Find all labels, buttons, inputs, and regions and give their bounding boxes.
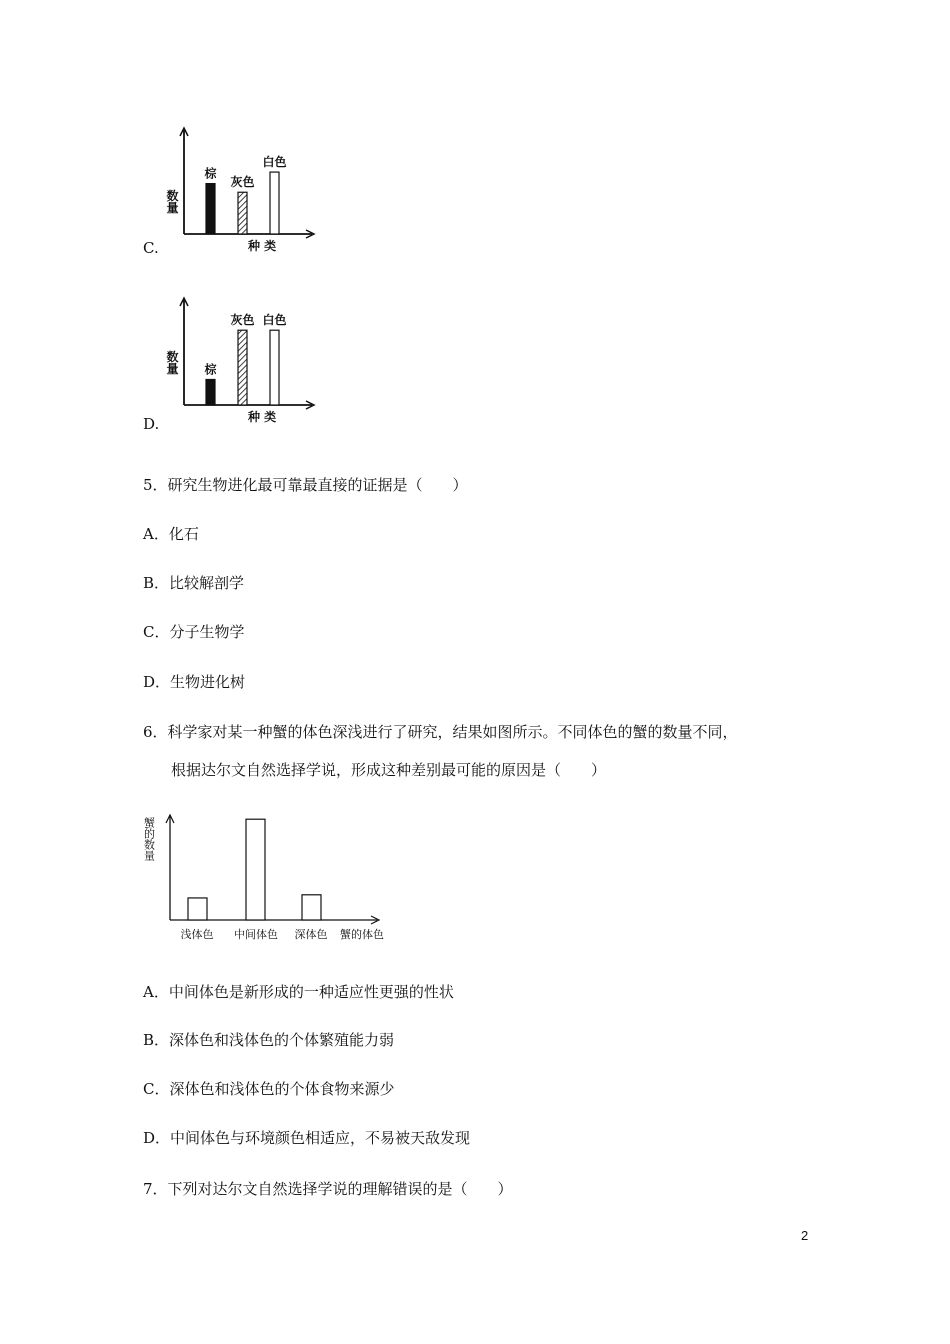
bar-label-1: 棕 [204, 166, 217, 181]
bar-3 [270, 172, 279, 234]
bar-label-1: 棕 [204, 362, 217, 377]
question-7-stem: 7．下列对达尔文自然选择学说的理解错误的是（ ） [143, 1180, 513, 1198]
y-axis-label: 数量 [165, 189, 179, 214]
page-number: 2 [801, 1228, 809, 1243]
bar-2 [238, 330, 247, 405]
bar-label-3: 白色 [262, 313, 287, 328]
figure-c-chart [165, 126, 318, 256]
x-axis-label: 种 类 [248, 239, 277, 253]
bar-1 [206, 184, 215, 234]
bar-label-2: 灰色 [230, 313, 255, 328]
x-axis-label: 蟹的体色 [340, 928, 384, 941]
question-5-stem: 5．研究生物进化最可靠最直接的证据是（ ） [143, 476, 468, 494]
q5-option-a: A．化石 [143, 525, 199, 543]
bar-label-3: 白色 [262, 155, 287, 170]
x-axis-label: 种 类 [248, 410, 277, 424]
bar-1 [188, 898, 207, 920]
q5-option-c: C．分子生物学 [143, 623, 245, 641]
bar-label-2: 灰色 [230, 175, 255, 190]
bar-3 [302, 895, 321, 920]
q6-option-b: B．深体色和浅体色的个体繁殖能力弱 [143, 1031, 395, 1049]
option-c-label: C. [143, 239, 159, 257]
q5-option-d: D．生物进化树 [143, 673, 246, 691]
crab-color-chart [142, 805, 405, 945]
q5-option-b: B．比较解剖学 [143, 574, 245, 592]
x-tick-label-1: 浅体色 [180, 928, 214, 941]
q6-option-c: C．深体色和浅体色的个体食物来源少 [143, 1080, 395, 1098]
y-axis-label: 蟹的数量 [142, 817, 156, 861]
q6-option-d: D．中间体色与环境颜色相适应，不易被天敌发现 [143, 1129, 471, 1147]
x-tick-label-2: 中间体色 [234, 928, 278, 941]
q6-option-a: A．中间体色是新形成的一种适应性更强的性状 [143, 983, 454, 1001]
bar-2 [246, 819, 265, 920]
bar-3 [270, 330, 279, 405]
question-6-stem-line2: 根据达尔文自然选择学说，形成这种差别最可能的原因是（ ） [171, 761, 607, 779]
x-tick-label-3: 深体色 [294, 928, 328, 941]
figure-d-chart [165, 296, 318, 432]
option-d-label: D. [143, 415, 160, 433]
question-6-stem-line1: 6．科学家对某一种蟹的体色深浅进行了研究，结果如图所示。不同体色的蟹的数量不同， [143, 723, 738, 741]
y-axis-label: 数量 [165, 350, 179, 375]
bar-1 [206, 379, 215, 405]
bar-2 [238, 192, 247, 234]
